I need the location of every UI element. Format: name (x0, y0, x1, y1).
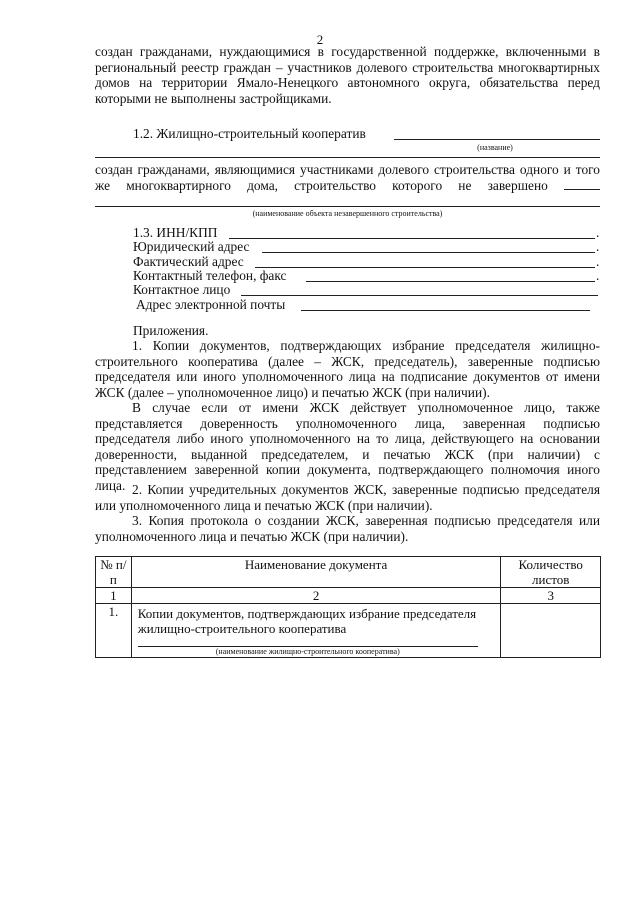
actual-address-line (255, 267, 595, 268)
colnum-1: 1 (96, 588, 132, 604)
document-page: 2 создан гражданами, нуждающимися в государственной поддержке, включенными в региональный реестр граждан – участников долевого строительства многоквартирных домов на территории Ямало-Ненецкого автономного округа, обязательства перед которыми не выполнены застройщиками. 1.2. Жилищно-строительный кооператив (название) создан гражданами, являющимися участниками долевого строительства одного и того же многоквартирного дома, строительство которого не завершено (наименование объекта незавершенного строительства) 1.3. ИНН/КПП . Юридический адрес . Фактический адрес . Контактный телефон, факс . Контактное лицо Адрес электронной почты Приложения. 1. Копии документов, подтверждающих избрание председателя жилищно-строительного кооператива (далее – ЖСК, председатель), заверенные подписью председателя или иного уполномоченного лица на подписание документов от имени ЖСК (далее – уполномоченное лицо) и печатью ЖСК (при наличии). В случае если от имени ЖСК действует уполномоченное лицо, также представляется доверенность уполномоченного лица, заверенная подписью председателя либо иного уполномоченного на то лица, действующего на основании доверенности, выданной председателем, и печатью ЖСК (при наличии) с представлением заверенной копии документа, подтверждающего полномочия иного лица. 2. Копии учредительных документов ЖСК, заверенные подписью председателя или уполномоченного лица и печатью ЖСК (при наличии). 3. Копия протокола о создании ЖСК, заверенная подписью председателя или уполномоченного лица и печатью ЖСК (при наличии). № п/п Наименование документа Количество листов 1 2 3 1. Копии документов, подтверждающих избрание председателя жилищно-строительного кооператива (наименование жилищно-строительного кооператива) (0, 0, 640, 905)
inn-label: 1.3. ИНН/КПП (133, 225, 218, 240)
object-name-caption: (наименование объекта незавершенного строительства) (252, 209, 443, 218)
phone-line (306, 281, 595, 282)
row-document-caption: (наименование жилищно-строительного кооператива) (215, 647, 400, 656)
coop-name-line (394, 139, 600, 140)
colnum-2: 2 (131, 588, 501, 604)
email-line (301, 310, 590, 311)
coop-name-line-2 (95, 157, 600, 158)
intro-paragraph: создан гражданами, нуждающимися в государственной поддержке, включенными в региональный реестр граждан – участников долевого строительства многоквартирных домов на территории Ямало-Ненецкого автономного округа, обязательства перед которыми не выполнены застройщиками. (95, 44, 600, 106)
table-header-row (96, 557, 601, 588)
colnum-3: 3 (501, 588, 601, 604)
header-sheets: Количество листов (501, 557, 601, 588)
coop-name-caption: (название) (477, 143, 513, 152)
object-name-line (95, 206, 600, 207)
contact-label: Контактное лицо (133, 282, 231, 297)
legal-address-label: Юридический адрес (133, 239, 250, 254)
table-row (96, 604, 601, 658)
appendix-2: 2. Копии учредительных документов ЖСК, заверенные подписью председателя или уполномоченного лица и печатью ЖСК (при наличии). (95, 482, 600, 513)
item-1-2-text (95, 162, 600, 193)
appendix-3: 3. Копия протокола о создании ЖСК, заверенная подписью председателя или уполномоченного лица и печатью ЖСК (при наличии). (95, 513, 600, 544)
header-name: Наименование документа (131, 557, 501, 588)
appendix-1: 1. Копии документов, подтверждающих избрание председателя жилищно-строительного кооператива (далее – ЖСК, председатель), заверенные подписью председателя или иного уполномоченного лица на подписание документов от имени ЖСК (далее – уполномоченное лицо) и печатью ЖСК (при наличии). (95, 338, 600, 400)
appendix-1-note: В случае если от имени ЖСК действует уполномоченное лицо, также представляется доверенность уполномоченного лица, заверенная подписью председателя либо иного уполномоченного на то лица, действующего на основании доверенности, выданной председателем, и печатью ЖСК (при наличии) с представлением заверенной копии документа, подтверждающего полномочия иного лица. (95, 400, 600, 493)
table-colnum-row (96, 588, 601, 604)
item-1-2-text-content: создан гражданами, являющимися участниками долевого строительства одного и того же многоквартирного дома, строительство которого не завершено (95, 162, 600, 193)
row-num: 1. (96, 604, 132, 658)
item-1-2-label: 1.2. Жилищно-строительный кооператив (133, 126, 366, 141)
header-num: № п/п (96, 557, 132, 588)
page-number: 2 (316, 32, 324, 47)
contact-line (241, 295, 598, 296)
phone-label: Контактный телефон, факс (133, 268, 287, 283)
documents-table (95, 556, 601, 658)
appendices-heading: Приложения. (133, 323, 209, 338)
inn-line (229, 238, 595, 239)
actual-address-label: Фактический адрес (133, 254, 244, 269)
row-document-name (131, 604, 501, 658)
email-label: Адрес электронной почты (136, 297, 286, 312)
legal-address-line (262, 252, 595, 253)
row-sheets (501, 604, 601, 658)
row-document-text: Копии документов, подтверждающих избрание председателя жилищно-строительного кооператива (137, 606, 477, 636)
